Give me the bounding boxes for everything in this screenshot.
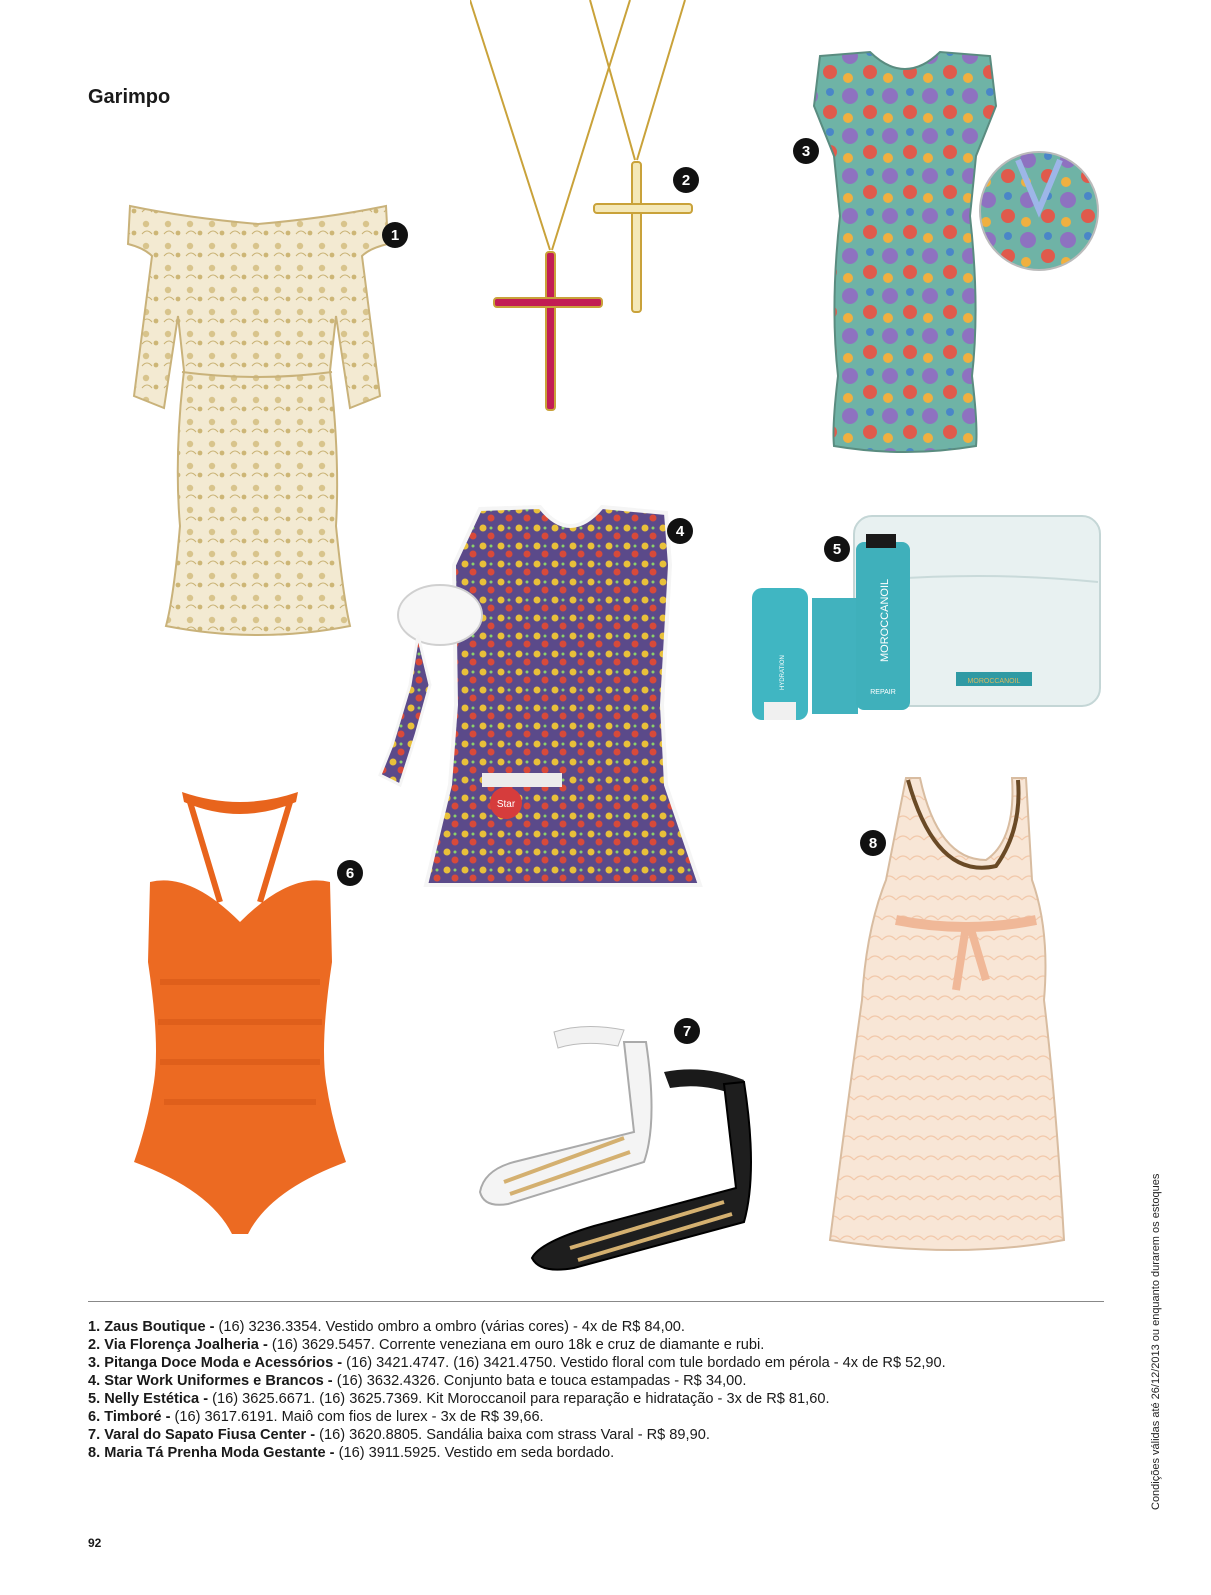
store-name: 2. Via Florença Joalheria - — [88, 1337, 268, 1353]
item-badge-2: 2 — [673, 167, 699, 193]
tube-variant-label: HYDRATION — [780, 655, 786, 690]
validity-note: Condições válidas até 26/12/2013 ou enquanto durarem os estoques — [1150, 1173, 1162, 1510]
list-item — [88, 1390, 1118, 1408]
store-name: 7. Varal do Sapato Fiusa Center - — [88, 1427, 316, 1443]
sandals-image — [474, 1012, 764, 1277]
shampoo-brand-label: MOROCCANOIL — [879, 578, 891, 662]
list-item — [88, 1336, 1118, 1354]
orange-swimsuit-image — [120, 782, 360, 1242]
cross-necklaces-image — [470, 0, 710, 420]
store-name: 5. Nelly Estética - — [88, 1391, 209, 1407]
store-detail: (16) 3620.8805. Sandália baixa com strass Varal - R$ 89,90. — [315, 1427, 710, 1443]
list-item — [88, 1444, 1118, 1462]
item-badge-8: 8 — [860, 830, 886, 856]
store-name: 1. Zaus Boutique - — [88, 1319, 215, 1335]
apron-set-image — [370, 505, 710, 900]
store-detail: (16) 3236.3354. Vestido ombro a ombro (várias cores) - 4x de R$ 84,00. — [214, 1319, 685, 1335]
store-listing — [88, 1318, 1118, 1462]
clutch-brand-label: MOROCCANOIL — [967, 678, 1021, 685]
store-name: 4. Star Work Uniformes e Brancos - — [88, 1373, 333, 1389]
list-item — [88, 1426, 1118, 1444]
store-detail: (16) 3629.5457. Corrente veneziana em ouro 18k e cruz de diamante e rubi. — [267, 1337, 765, 1353]
floral-detail-inset — [978, 150, 1100, 272]
store-detail: (16) 3421.4747. (16) 3421.4750. Vestido floral com tule bordado em pérola - 4x de R$ 52,90. — [342, 1355, 946, 1371]
shampoo-variant-label: REPAIR — [870, 689, 896, 696]
item-badge-1: 1 — [382, 222, 408, 248]
store-detail: (16) 3632.4326. Conjunto bata e touca estampadas - R$ 34,00. — [332, 1373, 747, 1389]
divider — [88, 1301, 1104, 1302]
item-badge-5: 5 — [824, 536, 850, 562]
lace-dress-image — [118, 196, 398, 646]
list-item — [88, 1408, 1118, 1426]
store-name: 6. Timboré - — [88, 1409, 171, 1425]
item-badge-7: 7 — [674, 1018, 700, 1044]
item-badge-3: 3 — [793, 138, 819, 164]
list-item — [88, 1318, 1118, 1336]
store-name: 3. Pitanga Doce Moda e Acessórios - — [88, 1355, 343, 1371]
store-name: 8. Maria Tá Prenha Moda Gestante - — [88, 1445, 335, 1461]
section-title: Garimpo — [88, 86, 171, 108]
list-item — [88, 1372, 1118, 1390]
page-number: 92 — [88, 1536, 102, 1550]
item-badge-4: 4 — [667, 518, 693, 544]
store-detail: (16) 3617.6191. Maiô com fios de lurex - 3x de R$ 39,66. — [170, 1409, 544, 1425]
moroccanoil-kit-image — [748, 512, 1106, 734]
item-badge-6: 6 — [337, 860, 363, 886]
store-detail: (16) 3911.5925. Vestido em seda bordado. — [334, 1445, 615, 1461]
apron-tag-text: Star — [496, 799, 516, 810]
list-item — [88, 1354, 1118, 1372]
store-detail: (16) 3625.6671. (16) 3625.7369. Kit Moroccanoil para reparação e hidratação - 3x de R$ 81,60. — [208, 1391, 830, 1407]
